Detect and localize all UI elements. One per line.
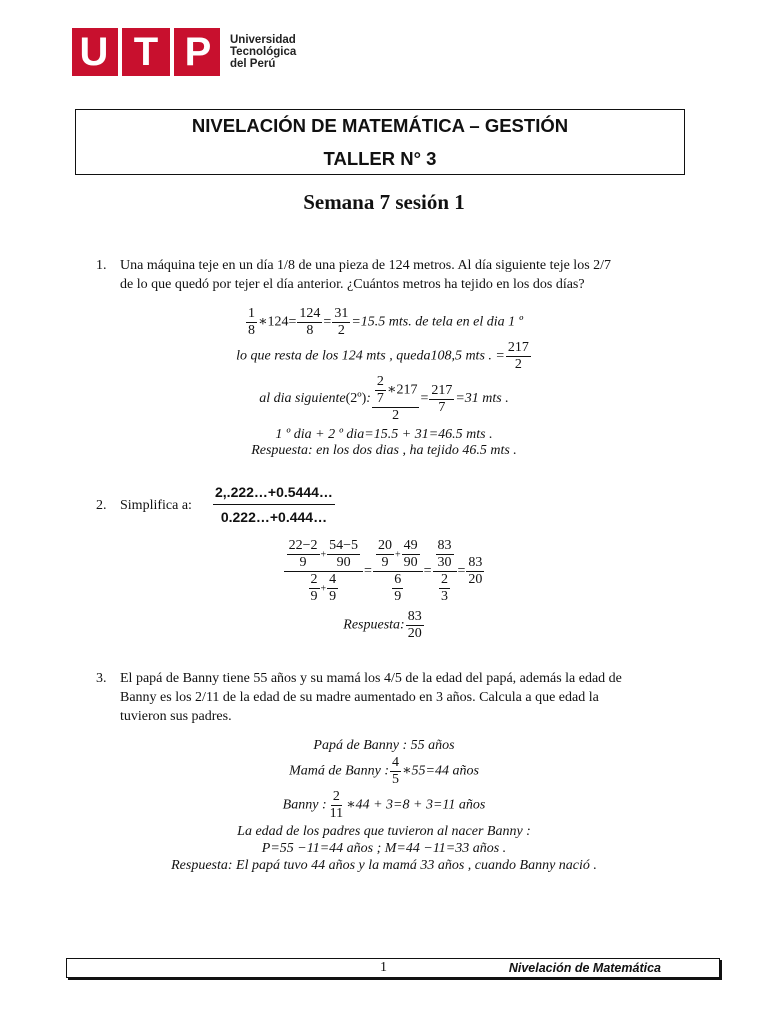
p1-step-2: lo que resta de los 124 mts , queda108,5 mts . = $\frac{217}{2}$ [236,340,529,372]
problem-3-line: Banny es los 2/11 de la edad de su madre aumentado en 3 años. Calcula a que edad la [120,690,599,705]
week-heading: Semana 7 sesión 1 [303,190,465,214]
title-box [75,109,685,175]
page-number: 1 [380,960,387,975]
problem-3-line: tuvieron sus padres. [120,709,232,724]
problem-1-line: de lo que quedó por tejer el día anterior. ¿Cuántos metros ha tejido en los dos días? [120,277,585,292]
problem-3-line: El papá de Banny tiene 55 años y su mamá los 4/5 de la edad del papá, además la edad de [120,671,622,686]
p3-answer: Respuesta: El papá tuvo 44 años y la mamá 33 años , cuando Banny nació . [171,858,597,873]
p1-step-4: 1 º dia + 2 º dia=15.5 + 31=46.5 mts . [275,427,493,442]
p2-answer: Respuesta: $\frac{83}{20}$ [343,609,422,641]
p2-step-1: $\frac{22-2}{9}$ + $\frac{54-5}{90}$ $\frac{2}{9}$ + $\frac{4}{9}$ = $\frac{20}{9}$ + $\frac{49}{90}$ $\frac{6}{9}$ = $\frac{\frac{83}{30}}{\frac{2}{3}}$ = $\frac{83}{20}$ [0,538,768,605]
p1-step-3: al dia siguiente(2º): $\frac{2}{7}$ ∗217 2 = $\frac{217}{7}$ =31 mts . [259,374,509,423]
p3-step-2: Mamá de Banny : $\frac{4}{5}$ ∗55=44 años [289,755,479,787]
p3-step-1: Papá de Banny : 55 años [313,738,455,753]
page-footer [66,958,720,978]
logo-letter: P [184,29,212,74]
problem-2-number: 2. [96,498,107,513]
logo-line: Universidad [230,34,296,46]
p1-answer: Respuesta: en los dos dias , ha tejido 46.5 mts . [251,443,517,458]
logo-mark [72,28,220,76]
logo-letter: T [133,29,159,74]
problem-3-number: 3. [96,671,107,686]
p1-step-1: $\frac{1}{8}$ ∗124= $\frac{124}{8}$ = $\frac{31}{2}$ =15.5 mts. de tela en el dia 1 º [248,306,523,338]
logo-line: Tecnológica [230,46,297,58]
p3-step-3: Banny : $\frac{2}{11}$ ∗44 + 3=8 + 3=11 años [282,789,486,821]
p2-expression: $\frac{2,.222\dots+0.5444\dots}{0.222\dots+0.444\dots}$ [215,484,333,525]
p3-step-4: La edad de los padres que tuvieron al nacer Banny : [237,824,531,839]
document-subtitle: TALLER N° 3 [323,148,437,169]
p3-step-5: P=55 −11=44 años ; M=44 −11=33 años . [261,841,507,856]
logo-letter: U [79,29,109,74]
logo-wordmark [230,34,296,70]
footer-label: Nivelación de Matemática [508,961,661,975]
utp-logo [72,28,296,76]
logo-line: del Perú [230,58,276,70]
document-title: NIVELACIÓN DE MATEMÁTICA – GESTIÓN [191,115,569,136]
problem-1-line: Una máquina teje en un día 1/8 de una pieza de 124 metros. Al día siguiente teje los 2/7 [120,258,612,273]
problem-2-lead: Simplifica a: [120,498,192,513]
problem-1-number: 1. [96,258,107,273]
